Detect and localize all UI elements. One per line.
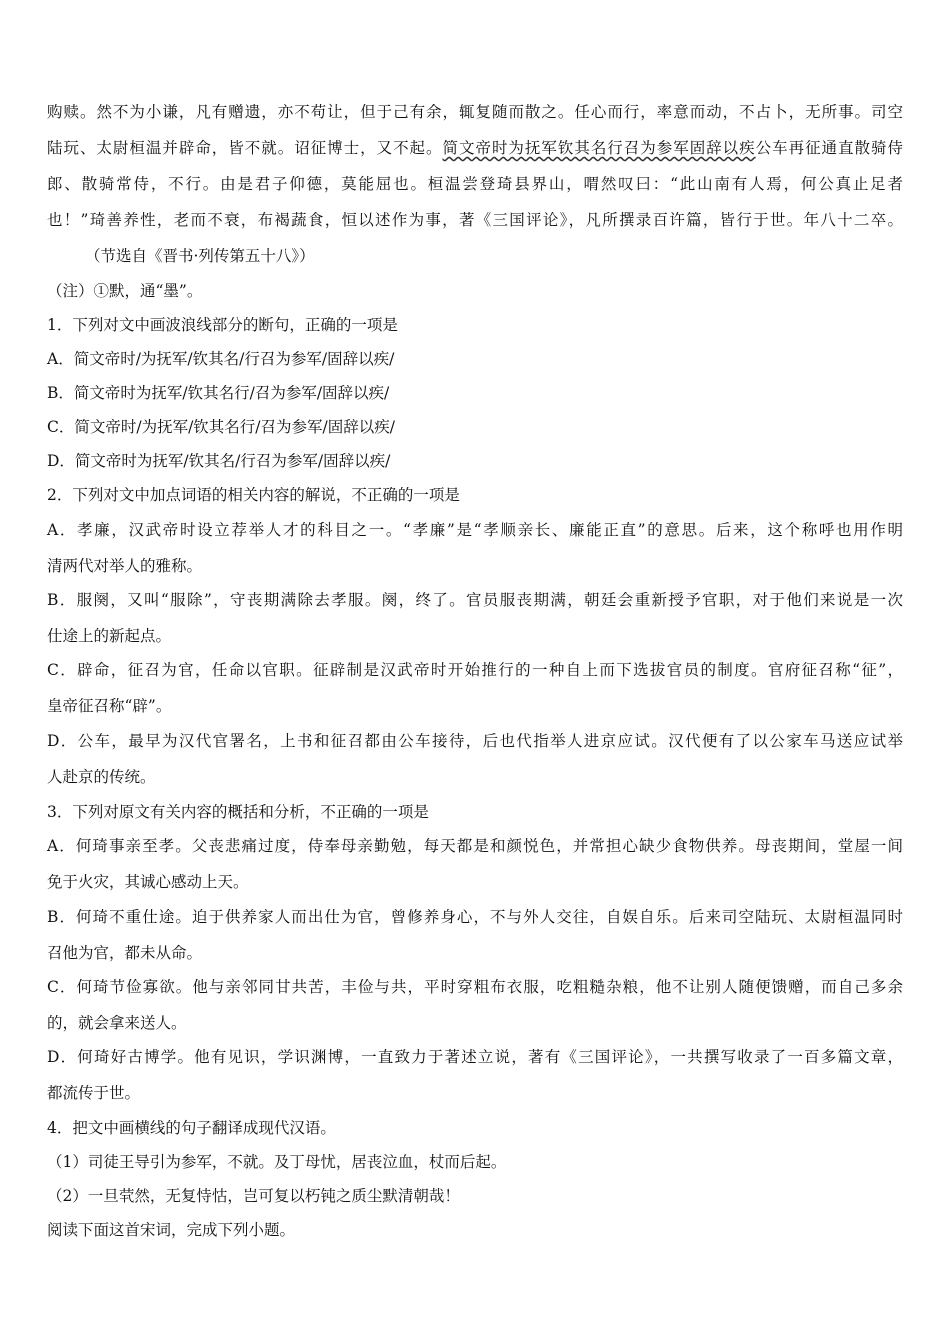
q4-sentence-1: （1）司徒王导引为参军，不就。及丁母忧，居丧泣血，杖而后起。: [47, 1153, 507, 1171]
q4-sentence-2: （2）一旦茕然，无复恃怙，岂可复以朽钝之质尘默清朝哉！: [47, 1187, 460, 1205]
q3-option-c-line-1: C．何琦节俭寡欲。他与亲邻同甘共苦，丰俭与共，平时穿粗布衣服，吃粗糙杂粮，他不让别人随便馈赠，而自己多余: [47, 978, 903, 996]
q3-option-d-line-2: 都流传于世。: [47, 1084, 141, 1102]
q3-stem: 3．下列对原文有关内容的概括和分析，不正确的一项是: [47, 803, 429, 821]
wavy-underlined-sentence: 简文帝时为抚军钦其名行召为参军固辞以疾: [442, 139, 756, 157]
q3-option-c-line-2: 的，就会拿来送人。: [47, 1014, 187, 1032]
passage-line-2: [47, 138, 903, 158]
q1-option-b: B．简文帝时为抚军/钦其名行/召为参军/固辞以疾/: [47, 384, 390, 402]
passage-line-3: 郎、散骑常侍，不行。由是君子仰德，莫能屈也。桓温尝登琦县界山，喟然叹曰：“此山南有人焉，何公真止足者: [47, 175, 903, 193]
passage-line-2-post: 公车再征通直散骑侍: [755, 139, 903, 157]
q1-stem: 1．下列对文中画波浪线部分的断句，正确的一项是: [47, 316, 398, 334]
passage-note: （注）①默，通“墨”。: [47, 282, 203, 300]
q3-option-d-line-1: D．何琦好古博学。他有见识，学识渊博，一直致力于著述立说，著有《三国评论》，一共撰写收录了一百多篇文章，: [47, 1048, 903, 1066]
q3-option-b-line-1: B．何琦不重仕途。迫于供养家人而出仕为官，曾修养身心，不与外人交往，自娱自乐。后来司空陆玩、太尉桓温同时: [47, 908, 903, 926]
q3-option-a-line-2: 免于火灾，其诚心感动上天。: [47, 873, 249, 891]
passage-line-1: 购赎。然不为小谦，凡有赠遗，亦不苟让，但于己有余，辄复随而散之。任心而行，率意而动，不占卜，无所事。司空: [47, 103, 903, 121]
q4-stem: 4．把文中画横线的句子翻译成现代汉语。: [47, 1119, 336, 1137]
q2-option-d-line-2: 人赴京的传统。: [47, 768, 156, 786]
q2-option-b-line-2: 仕途上的新起点。: [47, 627, 172, 645]
q1-option-a: A．简文帝时/为抚军/钦其名/行召为参军/固辞以疾/: [47, 350, 395, 368]
q2-option-d-line-1: D．公车，最早为汉代官署名，上书和征召都由公车接待，后也代指举人进京应试。汉代便有了以公家车马送应试举: [47, 732, 903, 750]
q2-option-a-line-1: A．孝廉，汉武帝时设立荐举人才的科目之一。“孝廉”是“孝顺亲长、廉能正直”的意思。后来，这个称呼也用作明: [47, 521, 903, 539]
passage-line-4: 也！”琦善养性，老而不衰，布褐蔬食，恒以述作为事，著《三国评论》，凡所撰录百许篇，皆行于世。年八十二卒。: [47, 211, 903, 229]
q3-option-b-line-2: 召他为官，都未从命。: [47, 944, 203, 962]
next-section-intro: 阅读下面这首宋词，完成下列小题。: [47, 1221, 296, 1239]
passage-line-2-pre: 陆玩、太尉桓温并辟命，皆不就。诏征博士，又不起。: [47, 139, 443, 157]
q1-option-d: D．简文帝时为抚军/钦其名/行召为参军/固辞以疾/: [47, 452, 391, 470]
q3-option-a-line-1: A．何琦事亲至孝。父丧悲痛过度，侍奉母亲勤勉，每天都是和颜悦色，并常担心缺少食物供养。母丧期间，堂屋一间: [47, 837, 903, 855]
q2-option-c-line-1: C．辟命，征召为官，任命以官职。征辟制是汉武帝时开始推行的一种自上而下选拔官员的制度。官府征召称“征”，: [47, 661, 903, 679]
q2-option-b-line-1: B．服阕，又叫“服除”，守丧期满除去孝服。阕，终了。官员服丧期满，朝廷会重新授予官职，对于他们来说是一次: [47, 591, 903, 609]
q1-option-c: C．简文帝时/为抚军/钦其名行/召为参军/固辞以疾/: [47, 418, 395, 436]
passage-source: （节选自《晋书·列传第五十八》）: [85, 247, 315, 265]
q2-stem: 2．下列对文中加点词语的相关内容的解说，不正确的一项是: [47, 486, 460, 504]
q2-option-a-line-2: 清两代对举人的雅称。: [47, 557, 203, 575]
q2-option-c-line-2: 皇帝征召称“辟”。: [47, 697, 172, 715]
